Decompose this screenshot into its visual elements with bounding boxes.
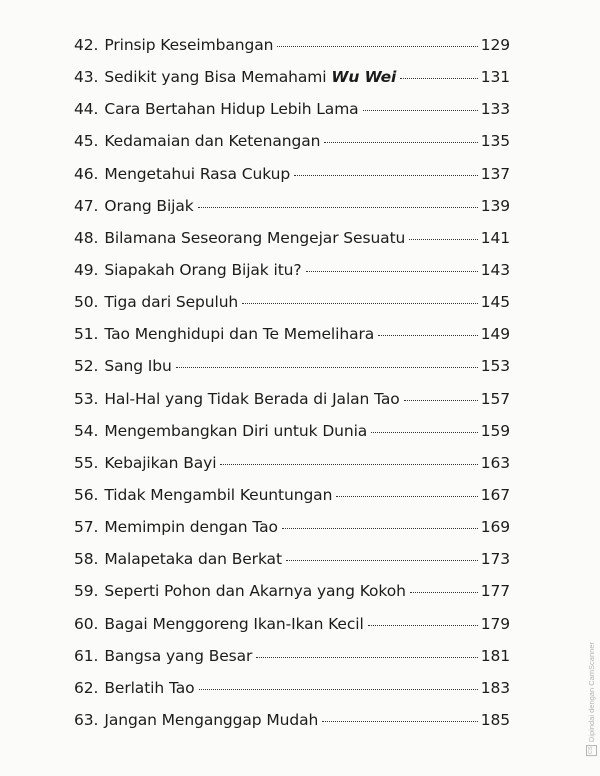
dot-leader bbox=[371, 431, 477, 433]
entry-number: 63. bbox=[74, 710, 99, 729]
dot-leader bbox=[322, 720, 477, 722]
toc-entry[interactable] bbox=[74, 132, 510, 164]
entry-title: Jangan Menganggap Mudah bbox=[104, 710, 319, 729]
page-number: 145 bbox=[480, 293, 510, 312]
toc-entry[interactable] bbox=[74, 679, 510, 711]
entry-title: Kedamaian dan Ketenangan bbox=[104, 132, 321, 151]
dot-leader bbox=[256, 656, 477, 658]
toc-entry[interactable] bbox=[74, 261, 510, 293]
entry-title: Mengetahui Rasa Cukup bbox=[104, 164, 291, 183]
toc-entry[interactable] bbox=[74, 647, 510, 679]
entry-title: Orang Bijak bbox=[104, 196, 194, 215]
dot-leader bbox=[176, 366, 478, 368]
page-number: 149 bbox=[480, 325, 510, 344]
toc-entry[interactable] bbox=[74, 357, 510, 389]
camscanner-logo-icon: CS bbox=[586, 745, 597, 756]
entry-title: Tidak Mengambil Keuntungan bbox=[104, 485, 333, 504]
page-number: 157 bbox=[480, 389, 510, 408]
entry-number: 55. bbox=[74, 453, 99, 472]
dot-leader bbox=[400, 77, 478, 79]
entry-number: 59. bbox=[74, 582, 99, 601]
entry-number: 54. bbox=[74, 421, 99, 440]
dot-leader bbox=[306, 270, 478, 272]
page-number: 135 bbox=[480, 132, 510, 151]
dot-leader bbox=[277, 45, 477, 47]
entry-number: 43. bbox=[74, 68, 99, 87]
toc-entry[interactable] bbox=[74, 197, 510, 229]
toc-entry[interactable] bbox=[74, 100, 510, 132]
toc-entry[interactable] bbox=[74, 390, 510, 422]
dot-leader bbox=[286, 559, 478, 561]
toc-entry[interactable] bbox=[74, 229, 510, 261]
page-number: 153 bbox=[480, 357, 510, 376]
entry-number: 60. bbox=[74, 614, 99, 633]
dot-leader bbox=[363, 109, 478, 111]
entry-number: 56. bbox=[74, 485, 99, 504]
page-number: 173 bbox=[480, 550, 510, 569]
entry-title: Bangsa yang Besar bbox=[104, 646, 253, 665]
entry-title-text: Sedikit yang Bisa Memahami bbox=[104, 68, 332, 87]
entry-title: Bilamana Seseorang Mengejar Sesuatu bbox=[104, 228, 406, 247]
watermark-text: Dipindai dengan CamScanner bbox=[587, 641, 596, 742]
dot-leader bbox=[409, 238, 477, 240]
toc-entry[interactable] bbox=[74, 36, 510, 68]
page-number: 169 bbox=[480, 518, 510, 537]
page-number: 185 bbox=[480, 710, 510, 729]
toc-entry[interactable] bbox=[74, 165, 510, 197]
page-number: 159 bbox=[480, 421, 510, 440]
dot-leader bbox=[242, 302, 478, 304]
page-number: 163 bbox=[480, 453, 510, 472]
entry-number: 52. bbox=[74, 357, 99, 376]
page-number: 177 bbox=[480, 582, 510, 601]
entry-title: Prinsip Keseimbangan bbox=[104, 36, 274, 54]
dot-leader bbox=[199, 688, 478, 690]
entry-number: 49. bbox=[74, 260, 99, 279]
entry-number: 47. bbox=[74, 196, 99, 215]
dot-leader bbox=[410, 591, 478, 593]
entry-title bbox=[104, 68, 396, 86]
entry-title: Seperti Pohon dan Akarnya yang Kokoh bbox=[104, 582, 406, 601]
scanner-watermark bbox=[586, 642, 597, 756]
dot-leader bbox=[198, 206, 478, 208]
toc-entry[interactable] bbox=[74, 582, 510, 614]
toc-entry[interactable] bbox=[74, 68, 510, 100]
page-number: 137 bbox=[480, 164, 510, 183]
dot-leader bbox=[404, 399, 478, 401]
dot-leader bbox=[336, 495, 477, 497]
toc-entry[interactable] bbox=[74, 486, 510, 518]
entry-number: 53. bbox=[74, 389, 99, 408]
page-number: 139 bbox=[480, 196, 510, 215]
page-number: 143 bbox=[480, 260, 510, 279]
toc-entry[interactable] bbox=[74, 293, 510, 325]
dot-leader bbox=[282, 527, 478, 529]
entry-number: 46. bbox=[74, 164, 99, 183]
toc-entry[interactable] bbox=[74, 422, 510, 454]
entry-title: Mengembangkan Diri untuk Dunia bbox=[104, 421, 368, 440]
toc-entry[interactable] bbox=[74, 615, 510, 647]
entry-number: 62. bbox=[74, 678, 99, 697]
entry-number: 48. bbox=[74, 228, 99, 247]
toc-entry[interactable] bbox=[74, 518, 510, 550]
entry-title-emphasis: Wu Wei bbox=[331, 68, 397, 87]
dot-leader bbox=[294, 174, 478, 176]
dot-leader bbox=[324, 141, 477, 143]
toc-entry[interactable] bbox=[74, 550, 510, 582]
entry-number: 51. bbox=[74, 325, 99, 344]
page-number: 179 bbox=[480, 614, 510, 633]
entry-number: 58. bbox=[74, 550, 99, 569]
entry-number: 44. bbox=[74, 100, 99, 119]
entry-title: Berlatih Tao bbox=[104, 678, 195, 697]
entry-number: 45. bbox=[74, 132, 99, 151]
page-number: 183 bbox=[480, 678, 510, 697]
entry-title: Kebajikan Bayi bbox=[104, 453, 217, 472]
entry-title: Tiga dari Sepuluh bbox=[104, 293, 239, 312]
toc-entry[interactable] bbox=[74, 711, 510, 743]
page-number: 141 bbox=[480, 228, 510, 247]
page-number: 131 bbox=[480, 68, 510, 87]
entry-number: 61. bbox=[74, 646, 99, 665]
entry-title: Sang Ibu bbox=[104, 357, 172, 376]
entry-title: Bagai Menggoreng Ikan-Ikan Kecil bbox=[104, 614, 364, 633]
dot-leader bbox=[368, 624, 478, 626]
page-number: 181 bbox=[480, 646, 510, 665]
entry-title: Siapakah Orang Bijak itu? bbox=[104, 260, 302, 279]
entry-title: Cara Bertahan Hidup Lebih Lama bbox=[104, 100, 359, 119]
entry-title: Memimpin dengan Tao bbox=[104, 518, 278, 537]
toc-entry[interactable] bbox=[74, 325, 510, 357]
table-of-contents bbox=[74, 36, 510, 743]
entry-title: Tao Menghidupi dan Te Memelihara bbox=[104, 325, 375, 344]
entry-number: 42. bbox=[74, 36, 99, 54]
page-number: 167 bbox=[480, 485, 510, 504]
dot-leader bbox=[378, 334, 478, 336]
entry-title: Malapetaka dan Berkat bbox=[104, 550, 282, 569]
page-number: 133 bbox=[480, 100, 510, 119]
toc-entry[interactable] bbox=[74, 454, 510, 486]
dot-leader bbox=[220, 463, 477, 465]
page-number: 129 bbox=[480, 36, 510, 54]
entry-title: Hal-Hal yang Tidak Berada di Jalan Tao bbox=[104, 389, 400, 408]
entry-number: 50. bbox=[74, 293, 99, 312]
entry-number: 57. bbox=[74, 518, 99, 537]
